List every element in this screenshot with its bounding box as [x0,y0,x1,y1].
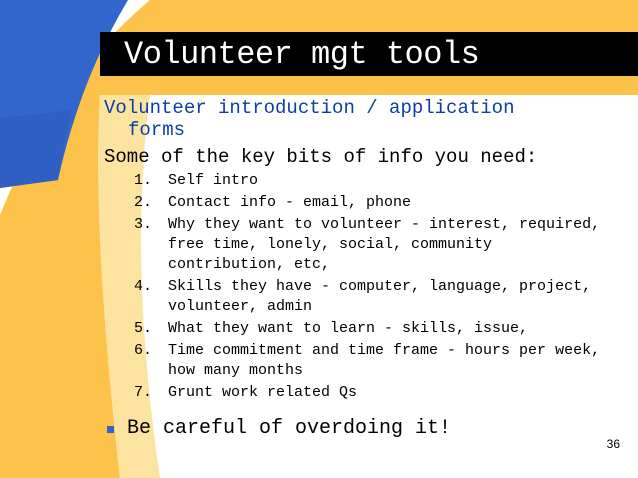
list-item [134,171,600,191]
list-item [134,193,600,213]
list-item-text [168,171,258,191]
list-intro-heading: Some of the key bits of info you need: [104,146,538,168]
subtitle-line-1: Volunteer introduction / application [104,97,515,119]
list-item-number: 4. [134,278,153,295]
list-item-line: Grunt work related Qs [168,384,358,401]
list-item-line: Self intro [168,172,259,189]
list-item-text [168,215,600,275]
warning-bullet-text: Be careful of overdoing it! [127,417,452,440]
warning-bullet [104,417,451,441]
list-item-number: 3. [134,216,153,233]
slide-title: Volunteer mgt tools [124,36,480,73]
square-bullet-icon [107,426,114,433]
list-item [134,277,600,317]
list-item-line: Time commitment and time frame - hours per week, [168,342,601,359]
list-item-line: What they want to learn - skills, issue, [168,320,529,337]
list-item-line: Skills they have - computer, language, project, [168,278,592,295]
list-item-line: contribution, etc, [168,256,331,273]
list-item-line: Contact info - email, phone [168,194,412,211]
list-item [134,319,600,339]
list-item-text [168,383,357,403]
list-item-line: free time, lonely, social, community [168,236,493,253]
list-item-line: Why they want to volunteer - interest, required, [168,216,601,233]
list-item-text [168,193,411,213]
list-item-line: volunteer, admin [168,298,313,315]
list-item [134,215,600,275]
list-item-number: 1. [134,172,153,189]
list-item-number: 2. [134,194,153,211]
list-item [134,383,600,403]
list-item-text [168,341,600,381]
list-item-number: 5. [134,320,153,337]
page-number: 36 [606,437,620,451]
list-item-line: how many months [168,362,304,379]
list-item-number: 7. [134,384,153,401]
info-list [134,171,600,405]
list-item-text [168,277,591,317]
subtitle-heading [104,97,514,141]
list-item [134,341,600,381]
list-item-number: 6. [134,342,153,359]
subtitle-line-2: forms [128,119,186,141]
list-item-text [168,319,528,339]
